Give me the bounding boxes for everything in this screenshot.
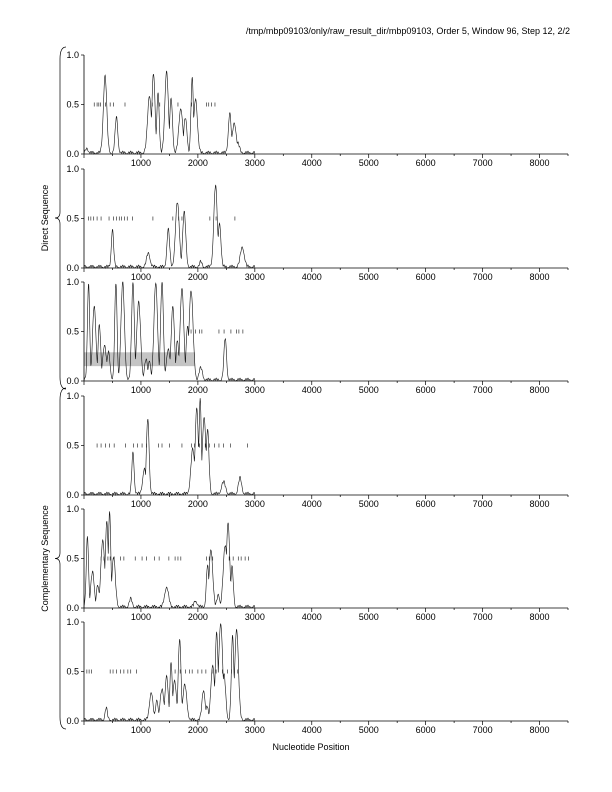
y-tick-label: 1.0 (66, 391, 79, 401)
y-tick-label: 0.0 (66, 716, 79, 726)
y-tick-label: 0.5 (66, 326, 79, 337)
y-tick-label: 1.0 (66, 164, 79, 174)
x-tick-label: 2000 (187, 158, 208, 168)
x-tick-label: 7000 (472, 385, 493, 395)
y-tick-label: 0.5 (66, 213, 79, 224)
panel-2 (66, 164, 568, 282)
x-tick-label: 4000 (301, 385, 322, 395)
x-tick-label: 8000 (529, 272, 550, 282)
x-tick-label: 7000 (472, 272, 493, 282)
x-tick-label: 3000 (244, 158, 265, 168)
group-2 (40, 388, 66, 729)
y-tick-label: 0.0 (66, 149, 79, 159)
page-title: /tmp/mbp09103/only/raw_result_dir/mbp09103, Order 5, Window 96, Step 12, 2/2 (245, 26, 570, 36)
x-tick-label: 2000 (187, 499, 208, 509)
panels-layer (66, 50, 568, 735)
x-tick-label: 4000 (301, 272, 322, 282)
y-tick-label: 0.0 (66, 603, 79, 613)
y-tick-label: 0.0 (66, 490, 79, 500)
group-brace (55, 47, 66, 389)
x-tick-label: 7000 (472, 499, 493, 509)
x-tick-label: 6000 (415, 612, 436, 622)
group-brace (55, 388, 66, 729)
x-tick-label: 1000 (130, 272, 151, 282)
decor-layer (40, 47, 350, 752)
y-tick-label: 0.5 (66, 440, 79, 451)
x-tick-label: 2000 (187, 612, 208, 622)
panel-3 (66, 277, 568, 395)
x-tick-label: 7000 (472, 158, 493, 168)
x-tick-label: 3000 (244, 725, 265, 735)
signal-line (84, 71, 255, 154)
x-axis-label: Nucleotide Position (272, 742, 350, 752)
x-tick-label: 2000 (187, 385, 208, 395)
y-tick-label: 0.0 (66, 263, 79, 273)
y-tick-label: 0.5 (66, 99, 79, 110)
x-tick-label: 5000 (358, 499, 379, 509)
x-tick-label: 3000 (244, 385, 265, 395)
x-tick-label: 6000 (415, 385, 436, 395)
x-tick-label: 5000 (358, 612, 379, 622)
panel-6 (66, 617, 568, 735)
x-tick-label: 6000 (415, 272, 436, 282)
x-tick-label: 8000 (529, 158, 550, 168)
x-tick-label: 8000 (529, 612, 550, 622)
signal-line (84, 624, 255, 721)
x-tick-label: 5000 (358, 272, 379, 282)
group-label: Direct Sequence (40, 184, 50, 252)
panel-4 (66, 391, 568, 509)
x-tick-label: 8000 (529, 725, 550, 735)
x-tick-label: 3000 (244, 272, 265, 282)
y-tick-label: 1.0 (66, 504, 79, 514)
x-tick-label: 1000 (130, 725, 151, 735)
group-label: Complementary Sequence (40, 505, 50, 612)
x-tick-label: 3000 (244, 612, 265, 622)
x-tick-label: 4000 (301, 612, 322, 622)
signal-line (84, 185, 255, 268)
x-tick-label: 4000 (301, 725, 322, 735)
x-tick-label: 1000 (130, 499, 151, 509)
y-tick-label: 0.5 (66, 553, 79, 564)
y-tick-label: 1.0 (66, 617, 79, 627)
panel-1 (66, 50, 568, 168)
x-tick-label: 1000 (130, 612, 151, 622)
x-tick-label: 3000 (244, 499, 265, 509)
x-tick-label: 1000 (130, 385, 151, 395)
group-1 (40, 47, 66, 389)
x-tick-label: 5000 (358, 725, 379, 735)
x-tick-label: 4000 (301, 499, 322, 509)
y-tick-label: 0.5 (66, 666, 79, 677)
x-tick-label: 6000 (415, 158, 436, 168)
y-tick-label: 0.0 (66, 376, 79, 386)
x-tick-label: 8000 (529, 385, 550, 395)
x-tick-label: 7000 (472, 612, 493, 622)
x-tick-label: 6000 (415, 725, 436, 735)
y-tick-label: 1.0 (66, 50, 79, 60)
y-tick-label: 1.0 (66, 277, 79, 287)
x-tick-label: 5000 (358, 385, 379, 395)
x-tick-label: 7000 (472, 725, 493, 735)
x-tick-label: 1000 (130, 158, 151, 168)
panel-5 (66, 504, 568, 622)
x-tick-label: 4000 (301, 158, 322, 168)
x-tick-label: 2000 (187, 272, 208, 282)
x-tick-label: 2000 (187, 725, 208, 735)
x-tick-label: 6000 (415, 499, 436, 509)
x-tick-label: 5000 (358, 158, 379, 168)
x-tick-label: 8000 (529, 499, 550, 509)
